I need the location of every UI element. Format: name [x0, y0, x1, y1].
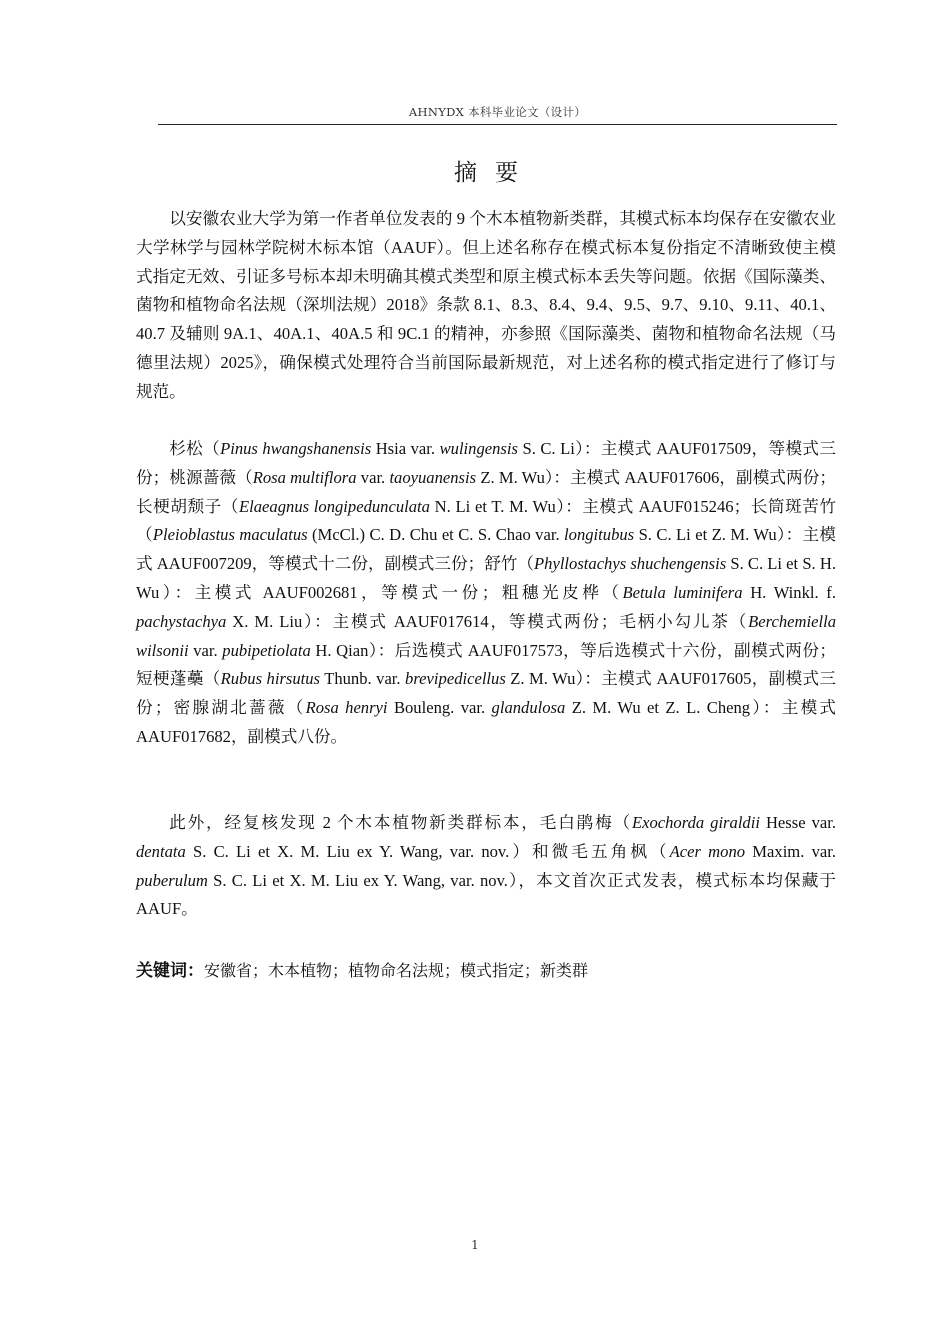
abstract-paragraph-1: 以安徽农业大学为第一作者单位发表的 9 个木本植物新类群，其模式标本均保存在安徽农业大学林学与园林学院树木标本馆（AAUF）。但上述名称存在模式标本复份指定不清晰致使主模式指定无效、引证多号标本却未明确其模式类型和原主模式标本丢失等问题。依据《国际藻类、菌物和植物命名法规（深圳法规）2018》条款 8.1、8.3、8.4、9.4、9.5、9.7、9.10、9.11、40.1、40.7 及辅则 9A.1、40A.1、40A.5 和 9C.1 的精神，亦参照《国际藻类、菌物和植物命名法规（马德里法规）2025》，确保模式处理符合当前国际最新规范，对上述名称的模式指定进行了修订与规范。: [136, 209, 836, 401]
taxon-name: Pinus hwangshanensis: [220, 439, 372, 458]
text-run: Z. M. Wu）：主模式 AAUF017606，副模式两份；长梗胡颓子（: [136, 467, 837, 516]
text-run: Maxim. var.: [745, 841, 836, 861]
taxon-name: Berchemiella wilsonii: [136, 611, 836, 660]
text-run: Z. M. Wu）：主模式 AAUF017605，副模式三份；密腺湖北蔷薇（: [136, 669, 837, 718]
text-run: H. Qian）：后选模式 AAUF017573，等后选模式十六份，副模式两份；短梗蓬蘽（: [136, 640, 837, 689]
text-run: N. Li et T. M. Wu）：主模式 AAUF015246；长筒斑苦竹（: [136, 496, 837, 545]
taxon-name: brevipedicellus: [405, 669, 506, 689]
taxon-name: longitubus: [564, 525, 635, 545]
text-run: S. C. Li et Z. M. Wu）：主模式 AAUF007209，等模式十二份，副模式三份；舒竹（: [136, 525, 836, 574]
taxon-name: Rosa multiflora: [252, 467, 357, 487]
text-run: X. M. Liu）：主模式 AAUF017614，等模式两份；毛柄小勾儿茶（: [226, 611, 749, 631]
page-number: 1: [471, 1238, 479, 1252]
text-run: S. C. Li et X. M. Liu ex Y. Wang, var. nov.），本文首次正式发表，模式标本均保藏于 AAUF。: [136, 870, 836, 919]
header-rule: [158, 124, 837, 125]
taxon-name: Betula luminifera: [622, 582, 743, 602]
taxon-name: pachystachya: [136, 611, 227, 631]
taxon-name: Phyllostachys shuchengensis: [534, 554, 727, 574]
taxon-name: wulingensis: [439, 439, 518, 458]
taxon-name: pubipetiolata: [222, 640, 311, 660]
keywords: [136, 956, 836, 981]
text-run: S. C. Li et S. H. Wu）：主模式 AAUF002681，等模式一份；粗穗光皮桦（: [136, 554, 836, 602]
keywords-label: 关键词：: [136, 961, 204, 981]
text-run: var.: [188, 640, 223, 660]
abstract-paragraph-3: [136, 809, 836, 924]
taxon-name: Acer mono: [669, 841, 746, 861]
taxon-name: glandulosa: [491, 698, 566, 718]
taxon-name: Exochorda giraldii: [631, 813, 760, 832]
taxon-name: Rubus hirsutus: [220, 669, 321, 689]
text-run: var.: [356, 467, 390, 487]
text-run: (McCl.) C. D. Chu et C. S. Chao var.: [307, 525, 565, 545]
text-run: Hesse var.: [759, 813, 836, 832]
text-run: 此外，经复核发现 2 个木本植物新类群标本，毛白鹃梅（: [169, 813, 632, 832]
taxon-name: Pleioblastus maculatus: [152, 525, 308, 545]
text-run: Bouleng. var.: [387, 698, 492, 718]
taxon-name: Rosa henryi: [305, 698, 388, 718]
text-run: Thunb. var.: [320, 669, 406, 689]
text-run: Z. M. Wu et Z. L. Cheng）：主模式 AAUF017682，副模式八份。: [136, 698, 837, 746]
taxon-name: taoyuanensis: [389, 467, 477, 487]
text-run: H. Winkl. f.: [742, 582, 836, 602]
keywords-text: 安徽省；木本植物；植物命名法规；模式指定；新类群: [204, 961, 589, 980]
text-run: S. C. Li et X. M. Liu ex Y. Wang, var. nov.）和微毛五角枫（: [185, 841, 670, 861]
taxon-name: puberulum: [136, 870, 208, 890]
abstract-paragraph-2: [136, 435, 836, 752]
text-run: Hsia var.: [371, 439, 440, 458]
text-run: 杉松（: [169, 439, 221, 458]
text-run: S. C. Li）：主模式 AAUF017509，等模式三份；桃源蔷薇（: [136, 439, 836, 487]
taxon-name: dentata: [136, 841, 186, 861]
taxon-name: Elaeagnus longipedunculata: [239, 496, 430, 516]
page-title: 摘要: [454, 160, 536, 186]
page-header: AHNYDX 本科毕业论文（设计）: [408, 105, 587, 119]
